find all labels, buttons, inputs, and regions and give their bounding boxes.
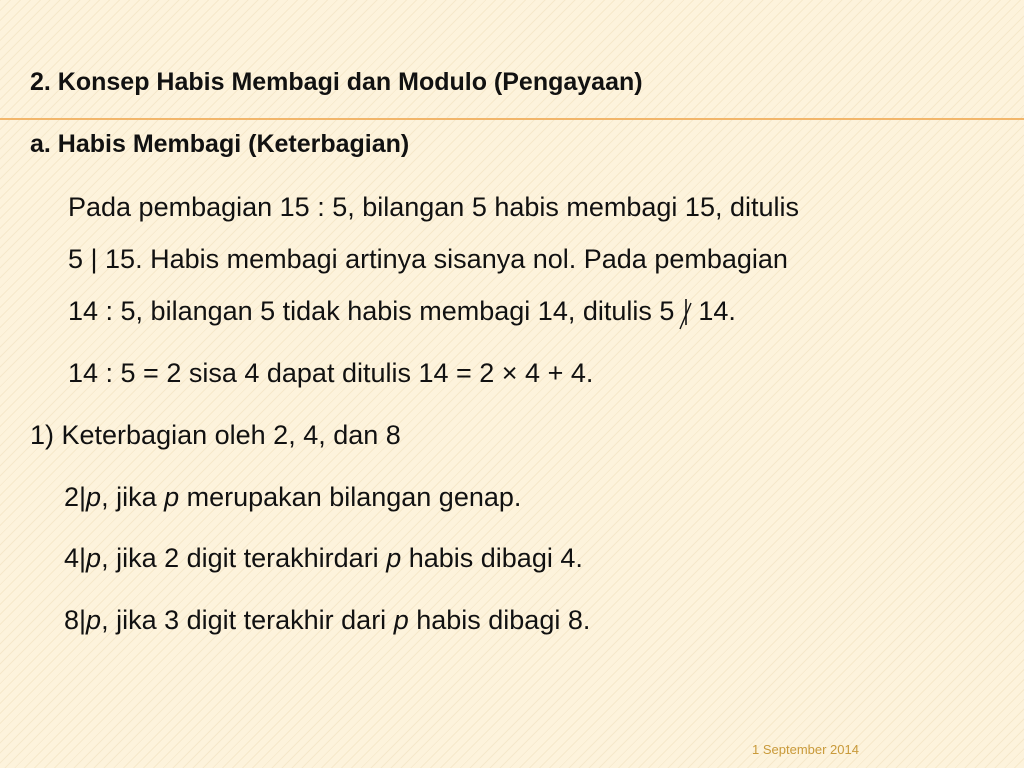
rule-divisible-by-4: 4|p, jika 2 digit terakhirdari p habis dibagi 4. — [64, 543, 583, 573]
footer-date: 1 September 2014 — [752, 742, 859, 757]
not-divides-symbol — [674, 297, 698, 324]
paragraph-line-1: Pada pembagian 15 : 5, bilangan 5 habis membagi 15, ditulis — [68, 192, 799, 222]
title-divider-line — [0, 118, 1024, 120]
rule-divisible-by-8: 8|p, jika 3 digit terakhir dari p habis dibagi 8. — [64, 605, 591, 635]
paragraph-line-3-start: 14 : 5, bilangan 5 tidak habis membagi 14, ditulis 5 — [68, 296, 675, 326]
section-title: 1) Keterbagian oleh 2, 4, dan 8 — [30, 420, 401, 450]
paragraph-line-4: 14 : 5 = 2 sisa 4 dapat ditulis 14 = 2 × 4 + 4. — [68, 358, 594, 388]
slide-subheading: a. Habis Membagi (Keterbagian) — [30, 130, 410, 158]
paragraph-line-3-end: 14. — [698, 296, 736, 326]
rule-divisible-by-2: 2|p, jika p merupakan bilangan genap. — [64, 482, 522, 512]
paragraph-line-2: 5 | 15. Habis membagi artinya sisanya nol. Pada pembagian — [68, 244, 788, 274]
slide-heading: 2. Konsep Habis Membagi dan Modulo (Pengayaan) — [30, 68, 643, 96]
paragraph-line-3 — [68, 296, 736, 327]
